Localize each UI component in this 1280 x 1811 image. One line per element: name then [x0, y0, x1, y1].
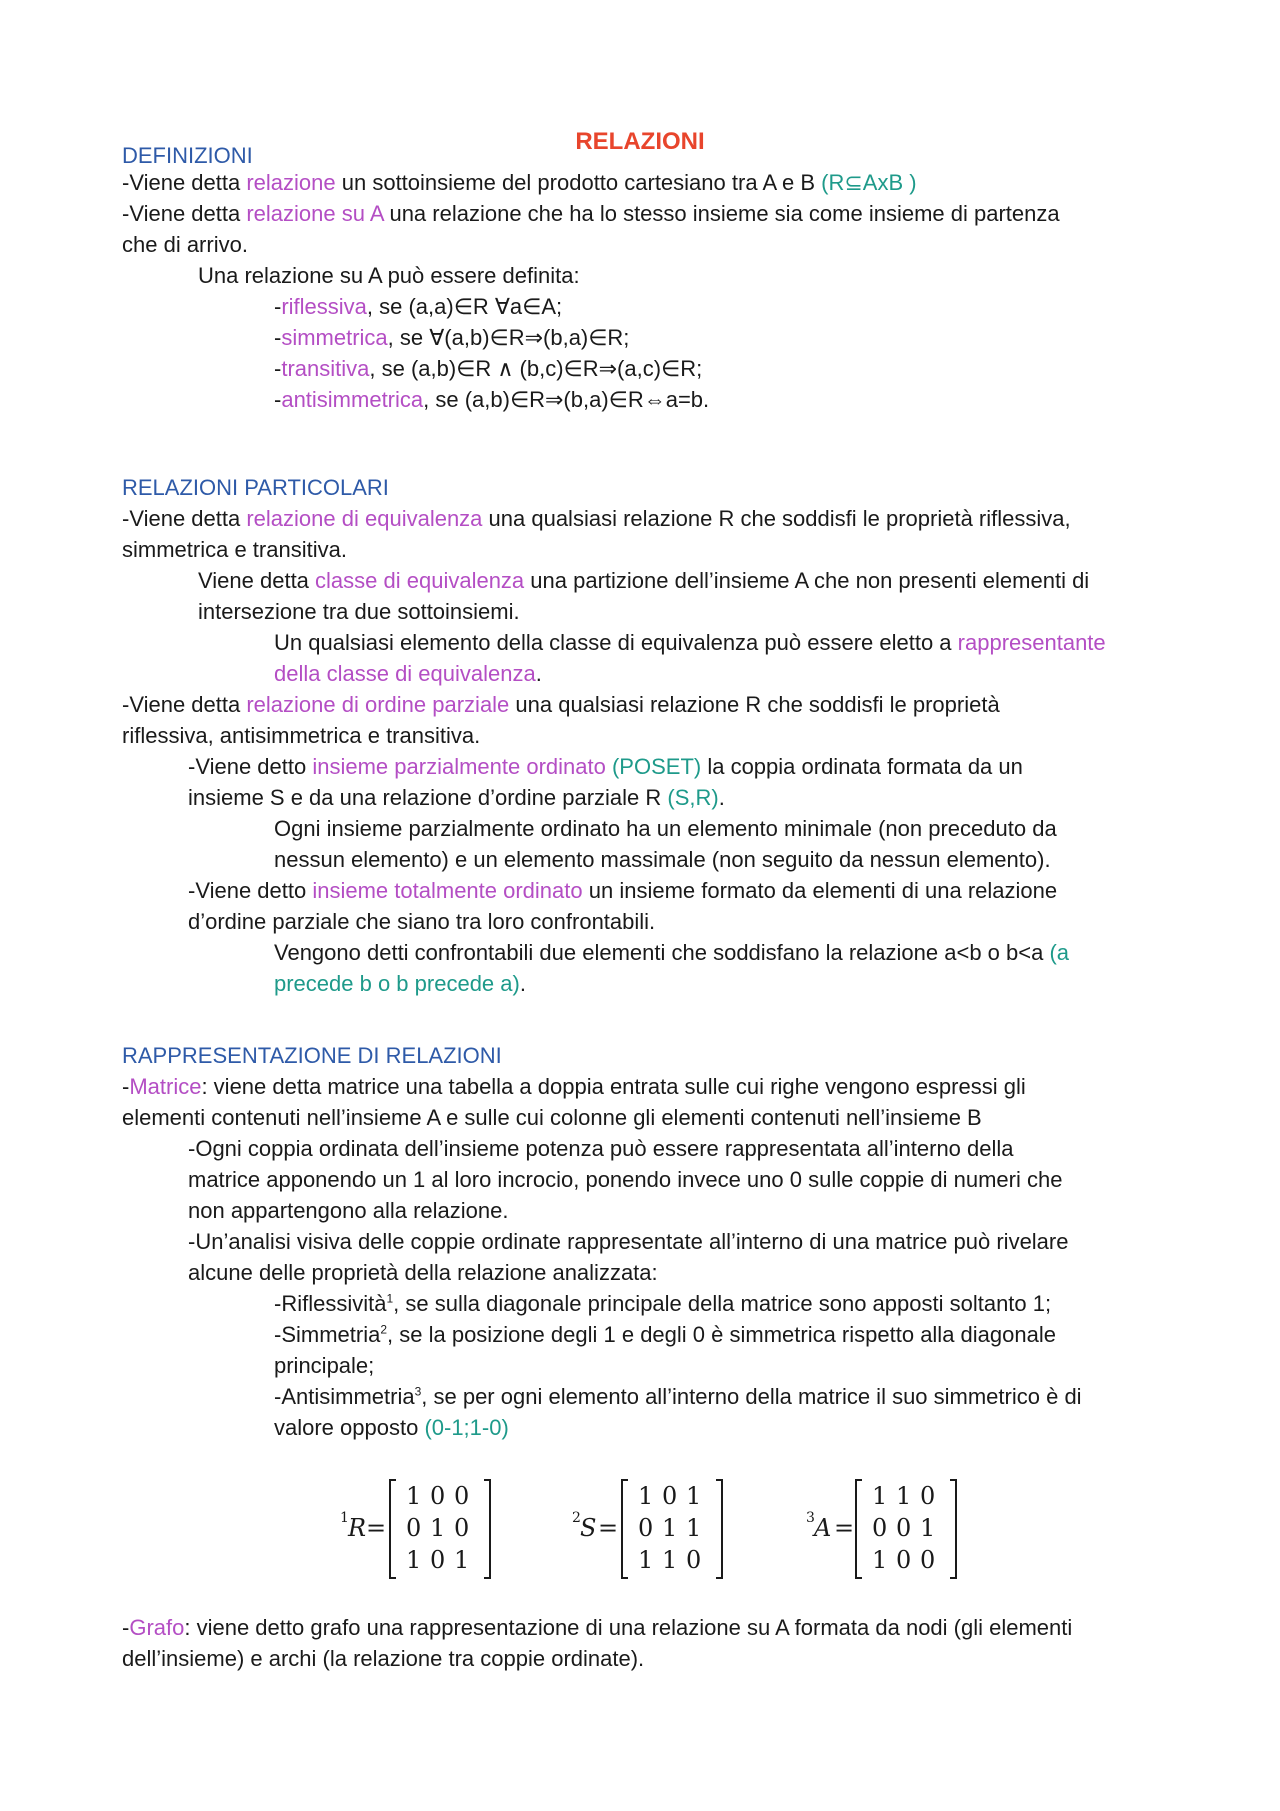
keyword: insieme parzialmente ordinato — [312, 754, 606, 779]
paragraph-line: simmetrica e transitiva. — [122, 537, 347, 562]
text: -Viene detta — [122, 201, 247, 226]
property-item: -transitiva, se (a,b)∈R ∧ (b,c)∈R⇒(a,c)∈R; — [274, 356, 703, 381]
matrix-bracket-right — [716, 1480, 722, 1578]
matrix-cell: 1 — [638, 1482, 654, 1510]
matrix-cell: 1 — [454, 1546, 470, 1574]
paragraph-line: matrice apponendo un 1 al loro incrocio, ponendo invece uno 0 sulle coppie di numeri che — [188, 1167, 1063, 1192]
note: (R⊆AxB ) — [821, 170, 917, 195]
matrix-antisymmetric — [786, 1476, 966, 1586]
note: precede b o b precede a) — [274, 971, 520, 996]
matrix-cells — [872, 1482, 935, 1574]
text: la coppia ordinata formata da un — [701, 754, 1023, 779]
matrix-cell: 1 — [872, 1482, 888, 1510]
text: -Antisimmetria — [274, 1384, 415, 1409]
text: -Viene detta — [122, 506, 247, 531]
text: : viene detto grafo una rappresentazione di una relazione su A formata da nodi (gli elementi — [184, 1615, 1073, 1640]
matrix-cell: 0 — [686, 1546, 702, 1574]
property-item: -riflessiva, se (a,a)∈R ∀a∈A; — [274, 294, 563, 319]
paragraph-line: non appartengono alla relazione. — [188, 1198, 509, 1223]
matrix-cell: 0 — [430, 1482, 446, 1510]
paragraph-line — [122, 689, 1000, 721]
text: un sottoinsieme del prodotto cartesiano tra A e B — [335, 170, 822, 195]
keyword: relazione su A — [246, 201, 384, 226]
matrix-cell: 0 — [454, 1482, 470, 1510]
text: , se la posizione degli 1 e degli 0 è simmetrica rispetto alla diagonale — [387, 1322, 1056, 1347]
matrix-cell: 0 — [896, 1514, 912, 1542]
footnote-ref: 1 — [386, 1291, 394, 1306]
footnote-ref: 3 — [414, 1384, 422, 1399]
text: una qualsiasi relazione R che soddisfi le proprietà riflessiva, — [482, 506, 1071, 531]
paragraph-line: Una relazione su A può essere definita: — [198, 263, 580, 288]
matrix-cell: 1 — [686, 1514, 702, 1542]
matrix-cell: 1 — [872, 1546, 888, 1574]
keyword: Matrice — [129, 1074, 202, 1099]
matrix-cell: 1 — [638, 1546, 654, 1574]
keyword: insieme totalmente ordinato — [312, 878, 583, 903]
property-item: -antisimmetrica, se (a,b)∈R⇒(b,a)∈R⇔a=b. — [274, 387, 710, 412]
matrix-cell: 0 — [920, 1482, 936, 1510]
section-heading-particolari: RELAZIONI PARTICOLARI — [122, 475, 389, 500]
paragraph-line — [122, 503, 1071, 535]
section-heading-definizioni: DEFINIZIONI — [122, 143, 253, 168]
matrix-superscript: 3 — [806, 1510, 815, 1526]
text: : viene detta matrice una tabella a doppia entrata sulle cui righe vengono espressi gli — [201, 1074, 1026, 1099]
keyword: classe di equivalenza — [315, 568, 525, 593]
paragraph-line: intersezione tra due sottoinsiemi. — [198, 599, 520, 624]
paragraph-line: nessun elemento) e un elemento massimale (non seguito da nessun elemento). — [274, 847, 1051, 872]
keyword: relazione di equivalenza — [246, 506, 483, 531]
paragraph-line — [198, 565, 1089, 597]
matrix-cell: 0 — [406, 1514, 422, 1542]
matrix-cell: 1 — [406, 1546, 422, 1574]
matrix-equals: = — [834, 1514, 855, 1542]
paragraph-line — [274, 937, 1069, 969]
paragraph-line: alcune delle proprietà della relazione analizzata: — [188, 1260, 658, 1285]
paragraph-line: riflessiva, antisimmetrica e transitiva. — [122, 723, 481, 748]
matrix-cell: 1 — [896, 1482, 912, 1510]
matrix-cell: 0 — [920, 1546, 936, 1574]
matrix-cell: 1 — [430, 1514, 446, 1542]
paragraph-line — [274, 1319, 1056, 1351]
paragraph-line — [274, 968, 526, 1000]
keyword: della classe di equivalenza — [274, 661, 536, 686]
footnote-ref: 2 — [380, 1322, 388, 1337]
property-item: -simmetrica, se ∀(a,b)∈R⇒(b,a)∈R; — [274, 325, 630, 350]
text: una qualsiasi relazione R che soddisfi le proprietà — [509, 692, 1000, 717]
text: insieme S e da una relazione d’ordine parziale R — [188, 785, 668, 810]
matrix-cell: 0 — [454, 1514, 470, 1542]
matrix-cell: 1 — [406, 1482, 422, 1510]
text: -Viene detta — [122, 692, 247, 717]
paragraph-line — [188, 875, 1057, 907]
text: -Riflessività — [274, 1291, 387, 1316]
text: . — [519, 971, 526, 996]
section-heading-rappresentazione: RAPPRESENTAZIONE DI RELAZIONI — [122, 1043, 502, 1068]
matrix-cell: 1 — [920, 1514, 936, 1542]
matrix-superscript: 2 — [572, 1510, 581, 1526]
matrix-equals: = — [366, 1514, 387, 1542]
matrix-cell: 1 — [686, 1482, 702, 1510]
paragraph-line — [274, 627, 1106, 659]
keyword: relazione — [246, 170, 336, 195]
paragraph-line — [274, 1381, 1082, 1413]
matrix-cell: 0 — [896, 1546, 912, 1574]
text: - — [122, 1074, 130, 1099]
text: -Viene detto — [188, 754, 313, 779]
matrix-cells — [638, 1482, 701, 1574]
matrix-superscript: 1 — [340, 1510, 349, 1526]
keyword: transitiva — [281, 356, 370, 381]
matrix-cells — [406, 1482, 469, 1574]
text: Vengono detti confrontabili due elementi che soddisfano la relazione a<b o b<a — [274, 940, 1050, 965]
text: , se (a,b)∈R ∧ (b,c)∈R⇒(a,c)∈R; — [369, 356, 703, 381]
matrix-bracket-left — [390, 1480, 396, 1578]
matrix-cell: 0 — [872, 1514, 888, 1542]
paragraph-line — [188, 782, 725, 814]
matrix-label: A — [814, 1514, 832, 1542]
matrix-label: S — [580, 1514, 597, 1542]
paragraph-line — [122, 1071, 1026, 1103]
keyword: Grafo — [129, 1615, 185, 1640]
text: - — [122, 1615, 130, 1640]
text: un insieme formato da elementi di una relazione — [582, 878, 1058, 903]
paragraph-line: che di arrivo. — [122, 232, 248, 257]
keyword: relazione di ordine parziale — [246, 692, 510, 717]
text: , se sulla diagonale principale della matrice sono apposti soltanto 1; — [393, 1291, 1052, 1316]
page-title: RELAZIONI — [575, 128, 705, 155]
text: Un qualsiasi elemento della classe di equivalenza può essere eletto a — [274, 630, 958, 655]
paragraph-line: d’ordine parziale che siano tra loro confrontabili. — [188, 909, 656, 934]
text: -Viene detta — [122, 170, 247, 195]
paragraph-line — [122, 1612, 1072, 1644]
matrix-equals: = — [598, 1514, 619, 1542]
paragraph-line: -Un’analisi visiva delle coppie ordinate rappresentate all’interno di una matrice può rivelare — [188, 1229, 1069, 1254]
paragraph-line: dell’insieme) e archi (la relazione tra coppie ordinate). — [122, 1646, 645, 1671]
matrix-bracket-right — [950, 1480, 956, 1578]
keyword: simmetrica — [281, 325, 388, 350]
text: -Viene detto — [188, 878, 313, 903]
keyword: rappresentante — [957, 630, 1106, 655]
matrix-symmetric — [552, 1476, 732, 1586]
matrix-label: R — [348, 1514, 367, 1542]
text: valore opposto — [274, 1415, 425, 1440]
paragraph-line — [122, 198, 1060, 230]
note: (a — [1049, 940, 1070, 965]
note: (S,R) — [667, 785, 719, 810]
note: (0-1;1-0) — [424, 1415, 509, 1440]
text: . — [535, 661, 542, 686]
keyword: antisimmetrica — [281, 387, 424, 412]
text: una partizione dell’insieme A che non presenti elementi di — [524, 568, 1090, 593]
matrix-cell: 1 — [662, 1514, 678, 1542]
paragraph-line — [274, 1412, 509, 1444]
keyword: riflessiva — [281, 294, 367, 319]
text: una relazione che ha lo stesso insieme sia come insieme di partenza — [383, 201, 1060, 226]
paragraph-line: principale; — [274, 1353, 375, 1378]
text: Viene detta — [198, 568, 316, 593]
text: , se per ogni elemento all’interno della matrice il suo simmetrico è di — [421, 1384, 1082, 1409]
paragraph-line — [274, 658, 542, 690]
paragraph-line — [122, 167, 917, 199]
paragraph-line — [274, 1288, 1051, 1320]
matrix-cell: 0 — [638, 1514, 654, 1542]
text: , se ∀(a,b)∈R⇒(b,a)∈R; — [387, 325, 630, 350]
paragraph-line: elementi contenuti nell’insieme A e sulle cui colonne gli elementi contenuti nell’insieme B — [122, 1105, 982, 1130]
paragraph-line: Ogni insieme parzialmente ordinato ha un elemento minimale (non preceduto da — [274, 816, 1057, 841]
matrix-cell: 0 — [662, 1482, 678, 1510]
matrix-bracket-left — [622, 1480, 628, 1578]
paragraph-line — [188, 751, 1023, 783]
matrix-cell: 1 — [662, 1546, 678, 1574]
text: -Simmetria — [274, 1322, 381, 1347]
note: (POSET) — [611, 754, 702, 779]
matrix-cell: 0 — [430, 1546, 446, 1574]
text: , se (a,a)∈R ∀a∈A; — [366, 294, 563, 319]
text: . — [718, 785, 725, 810]
matrix-bracket-right — [484, 1480, 490, 1578]
matrix-reflexive — [320, 1476, 500, 1586]
paragraph-line: -Ogni coppia ordinata dell’insieme potenza può essere rappresentata all’interno della — [188, 1136, 1014, 1161]
matrix-bracket-left — [856, 1480, 862, 1578]
text: , se (a,b)∈R⇒(b,a)∈R⇔a=b. — [423, 387, 710, 412]
